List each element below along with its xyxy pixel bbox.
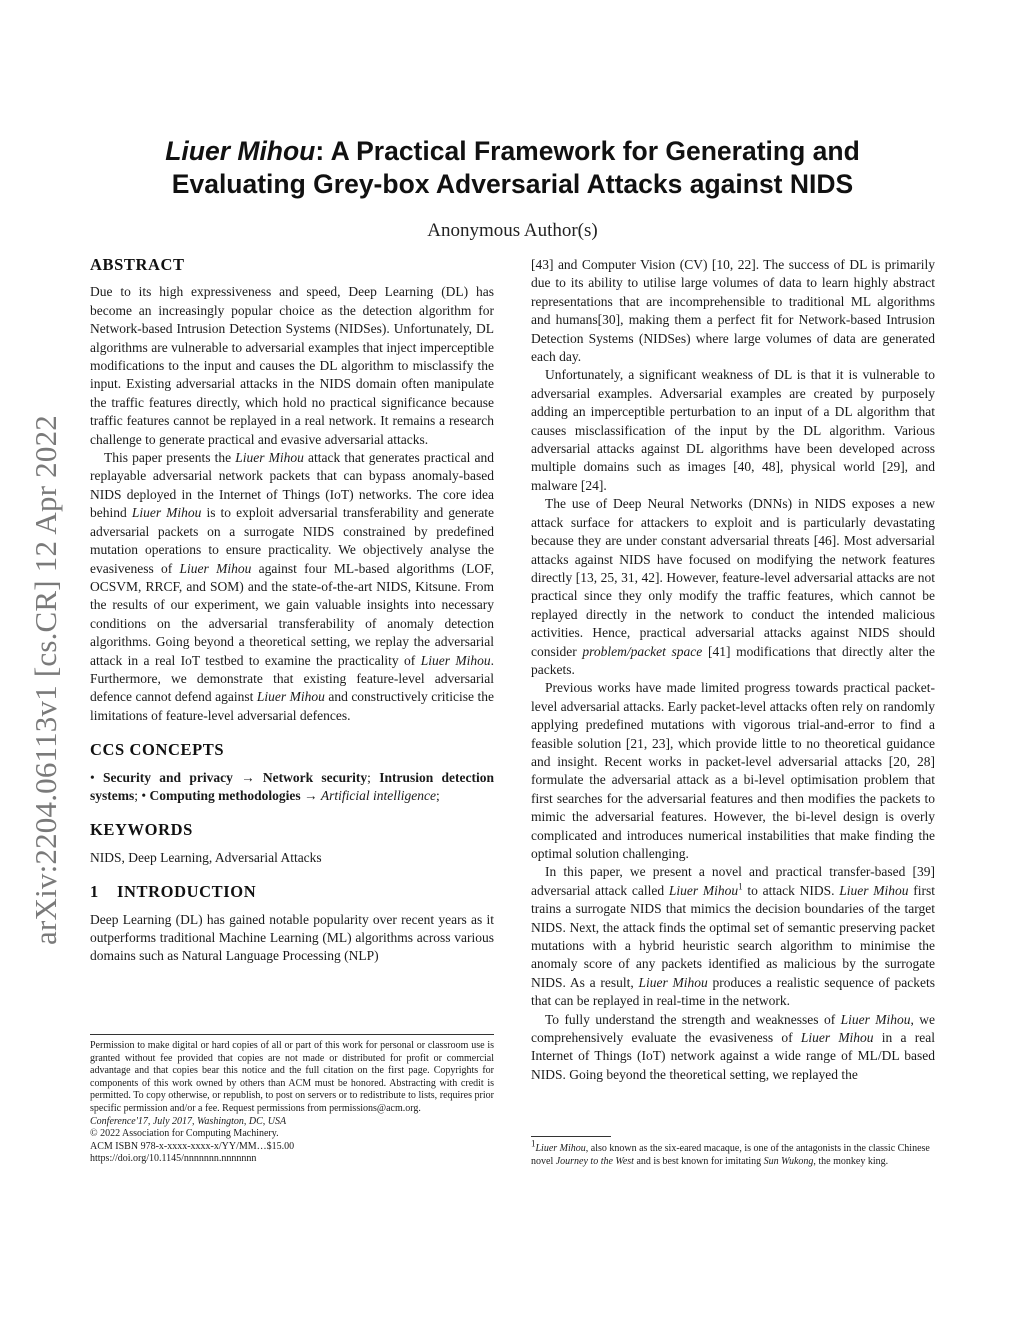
permission-block bbox=[90, 1034, 494, 1166]
isbn-line: ACM ISBN 978-x-xxxx-xxxx-x/YY/MM…$15.00 bbox=[90, 1140, 295, 1152]
title-name: Liuer Mihou bbox=[165, 136, 316, 166]
abstract-heading: ABSTRACT bbox=[90, 255, 185, 274]
title-line2: Evaluating Grey-box Adversarial Attacks against NIDS bbox=[171, 169, 854, 199]
intro-paragraph-4: Previous works have made limited progress towards practical packet-level adversarial attacks. Early packet-level attacks often rely on randomly applying predefined mutations with vigorous trial-and-error to find a feasible solution [21, 23], which provide little to no theoretical guidance and insight. Recent works in packet-level adversarial attacks [20, 28] formulate the adversarial attack as a bi-level optimisation problem that first searches for the adversarial features and then modifies the packets to mimic the adversarial features. However, the bi-level design is overly complicated and introduces numerical instabilities that make finding the optimal solution challenging. bbox=[531, 680, 935, 861]
intro-paragraph-1: Deep Learning (DL) has gained notable popularity over recent years as it outperforms traditional Machine Learning (ML) algorithms across various domains such as Natural Language Processing (NLP) bbox=[90, 911, 494, 964]
copyright-line: © 2022 Association for Computing Machinery. bbox=[90, 1128, 279, 1140]
keywords-text: NIDS, Deep Learning, Adversarial Attacks bbox=[90, 849, 322, 865]
title-line1: : A Practical Framework for Generating and bbox=[315, 136, 860, 166]
intro-paragraph-5: In this paper, we present a novel and practical transfer-based [39] adversarial attack called Liuer Mihou$^1$ to attack NIDS. Liuer Mihou first trains a surrogate NIDS that mimics the decision boundaries of the target NIDS. Next, the attack finds the optimal set of semantic preserving packet mutations with a hybrid heuristic search algorithm to minimise the anomaly score of any packets identified as malicious by the surrogate NIDS. As a result, Liuer Mihou produces a realistic sequence of packets that can be replayed in real-time in the network. bbox=[531, 864, 935, 1009]
intro-paragraph-2: Unfortunately, a significant weakness of DL is that it is vulnerable to adversarial examples. Adversarial examples are created by purposely adding an imperceptible perturbation to an input of a DL algorithm that causes misclassification of the input by the DL algorithm. Various adversarial attacks against DL algorithms have been developed across multiple domains such as images [40, 48], physical world [29], and malware [24]. bbox=[531, 367, 935, 493]
ccs-concepts: • Security and privacy → Network security; Intrusion detection systems; • Computing methodologies → Artificial intelligence; bbox=[90, 769, 494, 803]
footnote-text: $^1$Liuer Mihou, also known as the six-eared macaque, is one of the antagonists in the classic Chinese novel Journey to the West and is best known for imitating Sun Wukong, the monkey king. bbox=[531, 1138, 930, 1167]
footnote-ref: 1 bbox=[738, 881, 743, 892]
permission-text: Permission to make digital or hard copies of all or part of this work for personal or classroom use is granted without fee provided that copies are not made or distributed for profit or commercial advantage and that copies bear this notice and the full citation on the first page. Copyrights for components of this work owned by others than ACM must be honored. Abstracting with credit is permitted. To copy otherwise, or republish, to post on servers or to redistribute to lists, requires prior specific permission and/or a fee. Request permissions from permissions@acm.org. bbox=[90, 1040, 494, 1114]
arxiv-side-label: arXiv:2204.06113v1 [cs.CR] 12 Apr 2022 bbox=[28, 415, 63, 945]
footnote-rule bbox=[531, 1136, 611, 1137]
keywords-heading: KEYWORDS bbox=[90, 820, 193, 840]
ccs-heading: CCS CONCEPTS bbox=[90, 740, 225, 760]
intro-paragraph-1-cont: [43] and Computer Vision (CV) [10, 22]. The success of DL is primarily due to its ability to utilise large volumes of data to learn highly abstract representations that are incomprehensible to traditional ML algorithms and humans[30], making them a perfect fit for Network-based Intrusion Detection Systems (NIDSes) where large volumes of data are generated each day. bbox=[531, 257, 935, 365]
left-column bbox=[90, 256, 494, 966]
abstract-paragraph-1: Due to its high expressiveness and speed, Deep Learning (DL) has become an increasingly popular choice as the detection algorithm for Network-based Intrusion Detection Systems (NIDSes). Unfortunately, DL algorithms are vulnerable to adversarial examples that inject imperceptible modifications to the input and causes the DL algorithm to misclassify the input. Existing adversarial attacks in the NIDS domain often manipulate the traffic features directly, which hold no practical significance because traffic features cannot be replayed in a real network. It remains a research challenge to generate practical and evasive adversarial attacks. bbox=[90, 284, 494, 447]
section-number: 1 bbox=[90, 882, 99, 902]
intro-paragraph-3: The use of Deep Neural Networks (DNNs) in NIDS exposes a new attack surface for attackers to exploit and is particularly devastating because they are under constant adversarial threats [46]. Most adversarial attacks against NIDS have focused on modifying the network features directly [13, 25, 31, 42]. However, feature-level adversarial attacks are not practical since they only modify the traffic features, which cannot be replayed directly in the network to conduct the intended malicious activities. Hence, practical adversarial attacks against NIDS should consider problem/packet space [41] modifications that directly alter the packets. bbox=[531, 496, 935, 677]
abstract-paragraph-2: This paper presents the Liuer Mihou attack that generates practical and replayable adversarial network packets that can bypass anomaly-based NIDS deployed in the Internet of Things (IoT) networks. The core idea behind Liuer Mihou is to exploit adversarial transferability and generate adversarial packets on a surrogate NIDS constrained by predefined mutation operations to ensure practicality. We objectively analyse the evasiveness of Liuer Mihou against four ML-based algorithms (LOF, OCSVM, RRCF, and SOM) and the state-of-the-art NIDS, Kitsune. From the results of our experiment, we gain valuable insights into necessary conditions on the adversarial transferability of anomaly detection algorithms. Going beyond a theoretical setting, we replay the adversarial attack in a real IoT testbed to examine the practicality of Liuer Mihou. Furthermore, we demonstrate that existing feature-level adversarial defence cannot defend against Liuer Mihou and constructively criticise the limitations of feature-level adversarial defences. bbox=[90, 450, 494, 723]
intro-paragraph-6: To fully understand the strength and weaknesses of Liuer Mihou, we comprehensively evaluate the evasiveness of Liuer Mihou in a real Internet of Things (IoT) network against a wide range of ML/DL based NIDS. Going beyond the theoretical setting, we replayed the bbox=[531, 1011, 935, 1082]
author-line: Anonymous Author(s) bbox=[427, 220, 598, 241]
footnote bbox=[531, 1136, 935, 1168]
conference-line: Conference'17, July 2017, Washington, DC, USA bbox=[90, 1115, 287, 1127]
doi-line: https://doi.org/10.1145/nnnnnnn.nnnnnnn bbox=[90, 1153, 257, 1165]
right-column bbox=[531, 256, 935, 1084]
paper-title bbox=[90, 135, 935, 201]
intro-heading: 1 INTRODUCTION bbox=[90, 882, 257, 902]
